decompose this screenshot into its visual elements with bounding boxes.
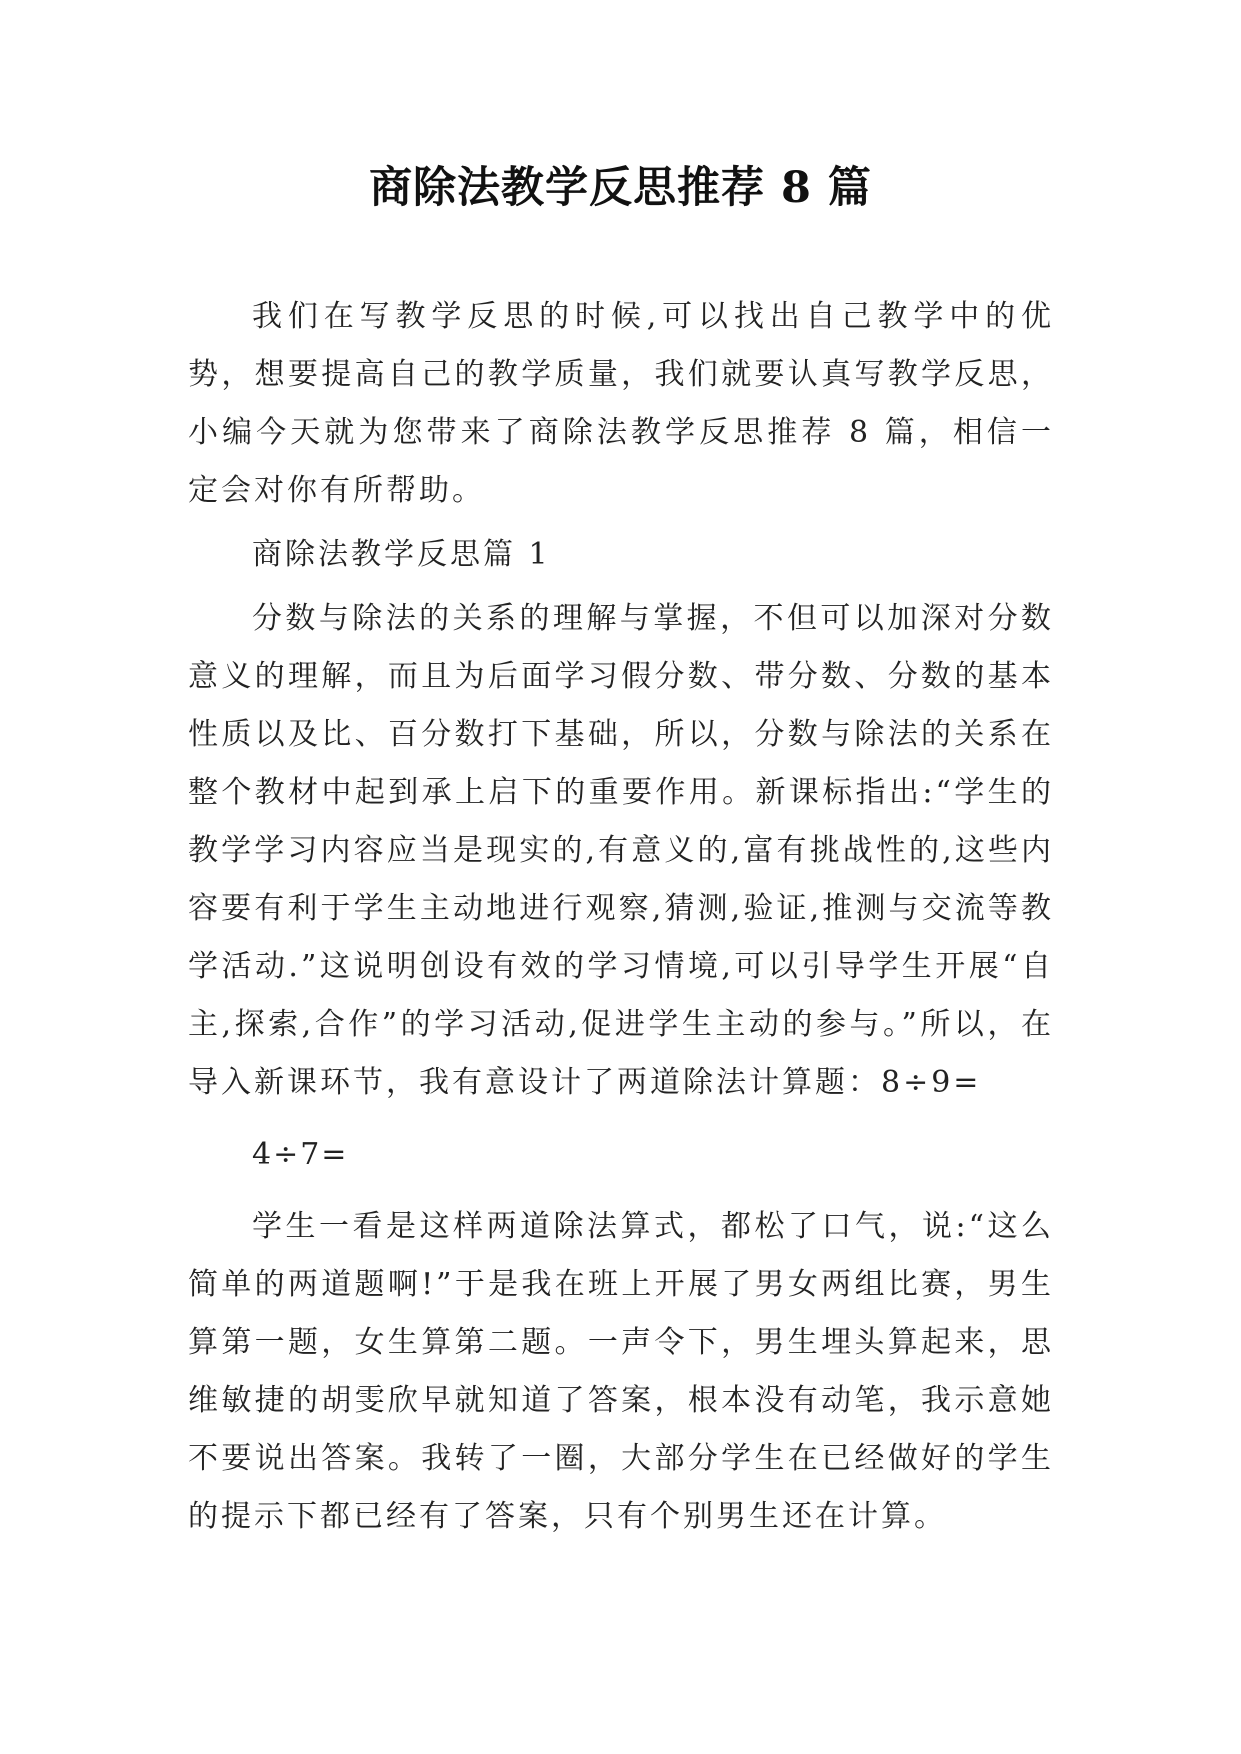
body-paragraph: 分数与除法的关系的理解与掌握，不但可以加深对分数意义的理解，而且为后面学习假分数、带分数、分数的基本性质以及比、百分数打下基础，所以，分数与除法的关系在整个教材中起到承上启下的重要作用。新课标指出:“学生的教学学习内容应当是现实的,有意义的,富有挑战性的,这些内容要有利于学生主动地进行观察,猜测,验证,推测与交流等教学活动.”这说明创设有效的学习情境,可以引导学生开展“自主,探索,合作”的学习活动,促进学生主动的参与。”所以，在导入新课环节，我有意设计了两道除法计算题：8÷9= <box>188 601 1054 1100</box>
document-title: 商除法教学反思推荐 8 篇 <box>369 163 872 213</box>
document-body <box>188 288 1054 1546</box>
body-paragraph: 学生一看是这样两道除法算式，都松了口气，说:“这么简单的两道题啊!”于是我在班上开展了男女两组比赛，男生算第一题，女生算第二题。一声令下，男生埋头算起来，思维敏捷的胡雯欣早就知道了答案，根本没有动笔，我示意她不要说出答案。我转了一圈，大部分学生在已经做好的学生的提示下都已经有了答案，只有个别男生还在计算。 <box>188 1209 1054 1534</box>
section-heading: 商除法教学反思篇 1 <box>252 537 551 572</box>
formula-line: 4÷7= <box>252 1137 349 1172</box>
intro-paragraph: 我们在写教学反思的时候,可以找出自己教学中的优势，想要提高自己的教学质量，我们就要认真写教学反思，小编今天就为您带来了商除法教学反思推荐 8 篇，相信一定会对你有所帮助。 <box>188 299 1054 508</box>
